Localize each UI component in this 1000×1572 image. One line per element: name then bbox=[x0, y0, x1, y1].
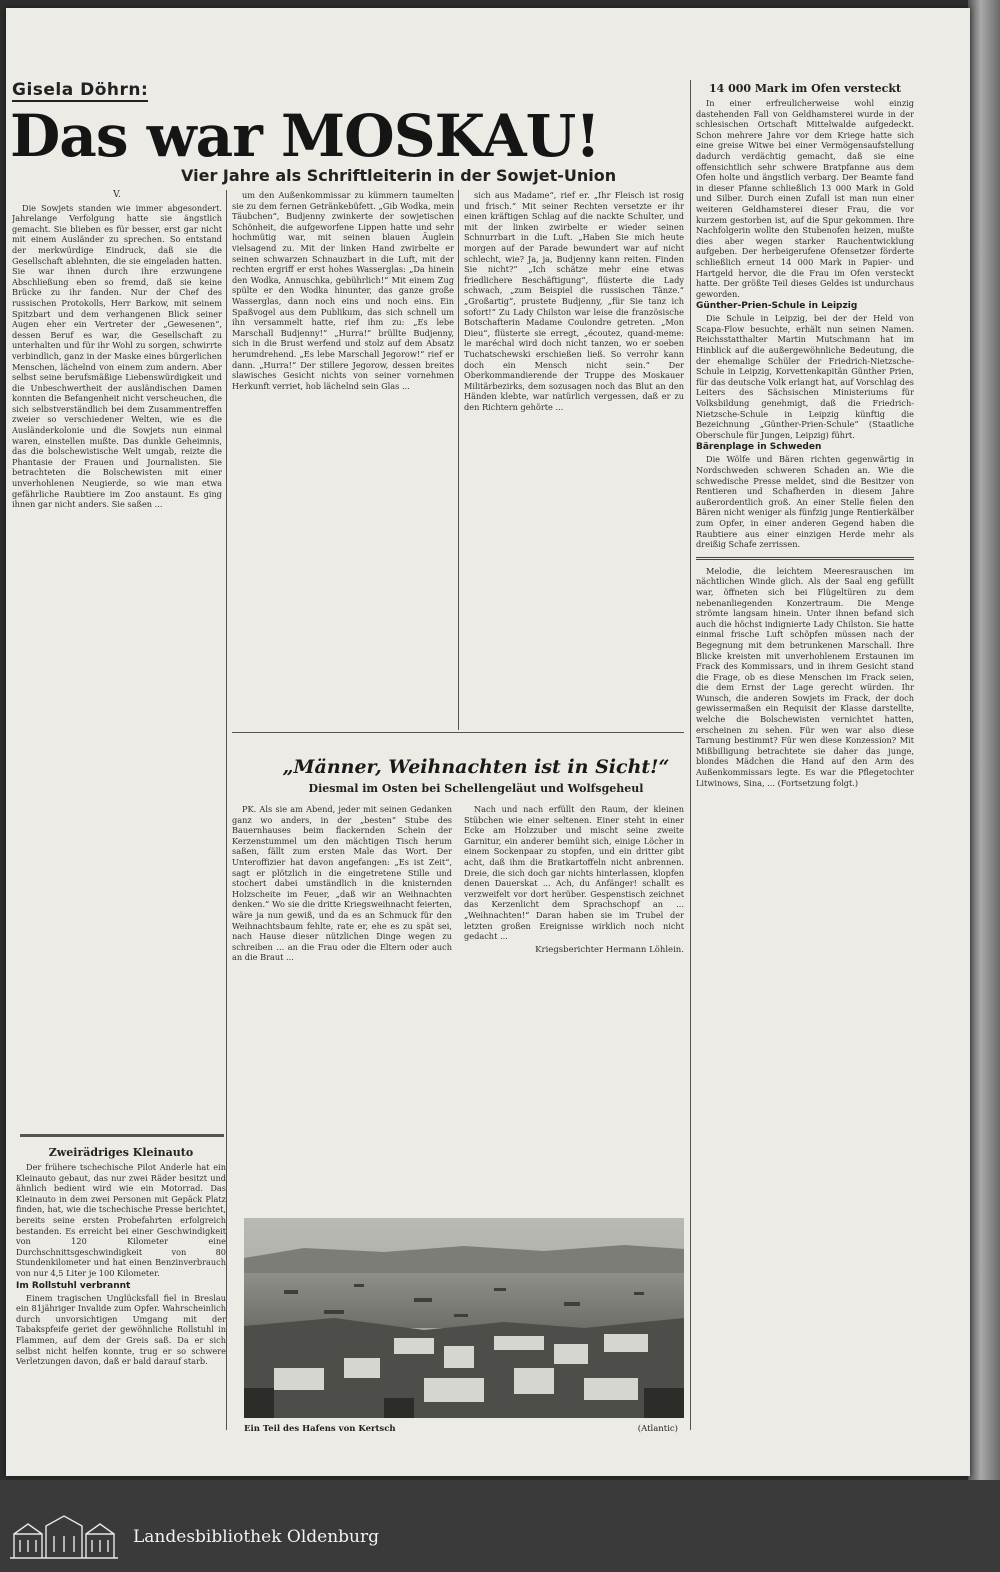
subheadline-prien: Günther-Prien-Schule in Leipzig bbox=[696, 301, 858, 312]
weihnacht-headline: „Männer, Weihnachten ist in Sicht!“ bbox=[282, 756, 670, 778]
column-rule bbox=[690, 80, 691, 1430]
side-story-subheadline: Im Rollstuhl verbrannt bbox=[16, 1280, 131, 1291]
weihnacht-subheadline: Diesmal im Osten bei Schellengeläut und Wolfsgeheul bbox=[308, 782, 644, 795]
section-divider bbox=[20, 1134, 224, 1137]
box-headline: 14 000 Mark im Ofen versteckt bbox=[708, 82, 902, 95]
subheadline-baeren: Bärenplage in Schweden bbox=[696, 442, 822, 453]
article-col2-text: um den Außenkommissar zu kümmern taumelten sie zu dem fernen Getränkebüfett. „Gib Wodka, mein Täubchen“, Budjenny zwinkerte der sowjetischen Schönheit, die aufgeworfene Lippen hatte und sehr hochmütig war, mit seinen blauen Äuglein vielsagend zu. Mit der linken Hand zwirbelte er seinen schwarzen Schnauzbart in die Luft, mit der rechten ergriff er erst hohes Wasserglas: „Da hinein den Wodka, Annuschka, gebührlich!“ Mit einem Zug spülte er den Wodka hinunter, das ganze große Wasserglas, dann noch eins und noch eins. Ein Spaßvogel aus dem Publikum, das sich schnell um ihn versammelt hatte, rief ihm zu: „Es lebe Marschall Budjenny!“ „Hurra!“ brüllte Budjenny, sich in die Brust werfend und stolz auf dem Absatz herumdrehend. „Es lebe Marschall Jegorow!“ rief er dann. „Hurra!“ Der stillere Jegorow, dessen breites slawisches Gesicht nichts von seiner vornehmen Herkunft verriet, hob lächelnd sein Glas ... bbox=[232, 190, 454, 391]
right-column bbox=[696, 78, 914, 1438]
box-text: In einer erfreulicherweise wohl einzig dastehenden Fall von Geldhamsterei wurde in der schlesischen Ortschaft Mittelwalde aufgedeckt. Schon mehrere Jahre vor dem Kriege hatte sich eine greise Witwe bei einer Vermögensaufstellung dadurch verdächtig gemacht, daß sie eine offensichtlich sehr schwere Bratpfanne aus dem Ofen holte und ängstlich verbarg. Der Beamte fand in dieser Pfanne schließlich 13 000 Mark in Gold und Silber. Durch einen Zufall ist man nun einer weiteren Geldhamsterei dieser Frau, die vor kurzem gestorben ist, auf die Spur gekommen. Ihre Nachfolgerin wollte den Stubenofen heizen, mußte dies aber wegen starker Rauchentwicklung aufgeben. Der herbeigerufene Ofensetzer förderte schließlich erneut 14 000 Mark in Papier- und Hartgeld hervor, die die Frau im Ofen versteckt hatte. Der größte Teil dieses Geldes ist undurchaus geworden. bbox=[696, 98, 914, 299]
side-story-subtext: Einem tragischen Unglücksfall fiel in Breslau ein 81jähriger Invalide zum Opfer. Wahrscheinlich durch unvorsichtigen Umgang mit der Tabakspfeife geriet der gewöhnliche Rollstuhl in Flammen, auf dem der Greis saß. Da er sich selbst nicht helfen konnte, trug er so schwere Verletzungen davon, daß er bald darauf starb. bbox=[16, 1292, 226, 1367]
side-story-headline: Zweirädriges Kleinauto bbox=[48, 1146, 194, 1159]
photo-caption-row bbox=[244, 1424, 684, 1434]
newspaper-page bbox=[6, 8, 970, 1476]
weihnacht-column-right bbox=[464, 804, 684, 1204]
section-divider bbox=[232, 732, 684, 733]
library-name: Landesbibliothek Oldenburg bbox=[133, 1527, 380, 1547]
photo-caption: Ein Teil des Hafens von Kertsch bbox=[244, 1424, 396, 1434]
article-author: Gisela Döhrn: bbox=[12, 80, 149, 100]
footer-bar bbox=[0, 1480, 1000, 1572]
weihnacht-byline: Kriegsberichter Hermann Löhlein. bbox=[535, 944, 684, 955]
article-column-2 bbox=[232, 190, 454, 720]
article-column-1 bbox=[12, 190, 222, 1128]
article-continuation-text: Melodie, die leichtem Meeresrauschen im nächtlichen Winde glich. Als der Saal eng gefüllt war, öffneten sich bei Flügeltüren zu dem nebenanliegenden Konzertraum. Die Menge strömte langsam hinein. Unter ihnen befand sich auch die höchst indignierte Lady Chilston. Sie hatte einmal frische Luft schöpfen müssen nach der Begegnung mit dem betrunkenen Marschall. Ihre Blicke kreisten mit unverhohlenem Erstaunen im Frack des Kommissars, und in ihrem Gesicht stand die Frage, ob es diese Menschen im Frack seien, die dem Ernst der Lage gerecht würden. Ihr Wunsch, die anderen Sowjets im Frack, der doch gewissermaßen ein Requisit der Klasse darstellte, welche die Bolschewisten vernichtet hatten, erscheinen zu sehen. Für wen war also diese Tarnung bestimmt? Für wen diese Konzession? Mit Mißbilligung betrachtete sie daher das junge, blondes Mädchen die Hand auf den Arm des Außenkommissars legte. Es war die Pflegetochter Litwinows, Sina, ... (Fortsetzung folgt.) bbox=[696, 565, 914, 788]
weihnacht-left-text: PK. Als sie am Abend, jeder mit seinen Gedanken ganz wo anders, in der „besten“ Stube des Bauernhauses beim flackernden Schein der Kerzenstummel um den mächtigen Tisch herum saßen, fällt zum ersten Male das Wort. Der Unteroffizier hat davon angefangen: „Es ist Zeit“, sagt er plötzlich in die eingetretene Stille und stochert dabei umständlich in die knisternden Holzscheite im Feuer, „daß wir an Weihnachten denken.“ Wo sie die dritte Kriegsweihnacht feierten, wäre ja nun gewiß, und da es an Schmuck für den Weihnachtsbaum fehlte, rate er, ehe es zu spät sei, nach Hause dieser nützlichen Dinge wegen zu schreiben ... an die Frau oder die Eltern oder auch an die Braut ... bbox=[232, 804, 452, 963]
weihnacht-right-text: Nach und nach erfüllt den Raum, der kleinen Stübchen wie einer seltenen. Einer steht in einer Ecke am Holzzuber und mischt seine zweite Garnitur, ein anderer bemüht sich, einige Löcher in einem Sockenpaar zu stopfen, und ein dritter gibt acht, daß ihm die Bratkartoffeln nicht anbrennen. Dreie, die sich doch gar nichts hinterlassen, klopfen denen Dauerskat ... Ach, du Anfänger! schallt es verzweifelt vor dort herüber. Gespenstisch zeichnet das Kerzenlicht dem Sprachschopf an ... „Weihnachten!“ Daran haben sie im Trubel der letzten großen Ereignisse wirklich noch nicht gedacht ... bbox=[464, 804, 684, 942]
side-story-text: Der frühere tschechische Pilot Anderle hat ein Kleinauto gebaut, das nur zwei Räder besitzt und ähnlich bedient wird wie ein Motorrad. Das Kleinauto in dem zwei Personen mit Gepäck Platz finden, hat, wie die tschechische Presse berichtet, bereits seine ersten Probefahrten erfolgreich bestanden. Es erreicht bei einer Geschwindigkeit von 120 Kilometer eine Durchschnittsgeschwindigkeit von 80 Stundenkilometer und hat einen Benzinverbrauch von nur 4,5 Liter je 100 Kilometer. bbox=[16, 1162, 226, 1278]
article-headline: Das war MOSKAU! bbox=[10, 102, 600, 170]
library-logo bbox=[6, 1512, 122, 1562]
article-col1-text: Die Sowjets standen wie immer abgesondert. Jahrelange Verfolgung hatte sie ängstlich gemacht. Sie blieben es für besser, erst gar nicht mit einem Ausländer zu sprechen. So entstand der merkwürdige Eindruck, daß sie die Gesellschaft ablehnten, die sie eingeladen hatten. Sie war ihnen durch ihre erzwungene Abschließung eben so fremd, daß sie keine Brücke zu ihr fanden. Nur der Chef des russischen Protokolls, Herr Barkow, mit seinem Spitzbart und dem verhangenen Blick seiner Augen eher ein Vertreter der „Gewesenen“, dessen Beruf es war, die Gesellschaft zu unterhalten und für ihr Wohl zu sorgen, schwirrte verbindlich, ganz in der Maske eines bürgerlichen Menschen, lächelnd von einem zum andern. Aber selbst seine berufsmäßige Liebenswürdigkeit und die Unbeschwertheit der ausländischen Damen konnten die Befangenheit nicht verscheuchen, die sich selbstverständlich bei dem Zusammentreffen zweier so verschiedener Welten, wie es die Ausländerkolonie und die Sowjets nun einmal waren, einstellen mußte. Das dunkle Geheimnis, das die bolschewistische Welt umgab, reizte die Phantasie der Frauen und Journalisten. Sie betrachteten die Bolschewisten mit einer unverhohlenen Neugierde, so wie man etwa gefährliche Raubtiere im Zoo anstaunt. Es ging ihnen gar nicht anders. Sie saßen ... bbox=[12, 202, 222, 510]
side-story bbox=[16, 1142, 226, 1442]
article-subheadline: Vier Jahre als Schriftleiterin in der Sowjet-Union bbox=[181, 166, 617, 185]
weihnacht-column-left bbox=[232, 804, 452, 1186]
baeren-text: Die Wölfe und Bären richten gegenwärtig in Nordschweden schweren Schaden an. Wie die schwedische Presse meldet, sind die Besitzer von Rentieren und Schafherden in diesem Jahre außerordentlich groß. An einer Stelle fielen den Bären nicht weniger als fünfzig junge Rentierkälber zum Opfer, in einer anderen Gegend haben die Raubtiere aus einer einzigen Herde mehr als dreißig Schafe zerrissen. bbox=[696, 454, 914, 550]
article-column-3 bbox=[464, 190, 684, 720]
section-number: V. bbox=[113, 190, 121, 200]
column-rule bbox=[458, 190, 459, 730]
prien-text: Die Schule in Leipzig, bei der der Held von Scapa-Flow besuchte, erhält nun seinen Namen. Reichsstatthalter Martin Mutschmann hat im Hinblick auf die außergewöhnliche Bedeutung, die der ehemalige Schüler der Friedrich-Nietzsche-Schule in Leipzig, Korvettenkapitän Günther Prien, für das deutsche Volk erlangt hat, auf Vorschlag des Leiters des Sächsischen Ministeriums für Volksbildung genehmigt, daß die Friedrich-Nietzsche-Schule in Leipzig künftig die Bezeichnung „Günther-Prien-Schule“ (Staatliche Oberschule für Jungen, Leipzig) führt. bbox=[696, 313, 914, 440]
box-bottom-rule bbox=[696, 551, 914, 560]
harbor-photo bbox=[244, 1218, 684, 1418]
photo-credit: (Atlantic) bbox=[637, 1424, 678, 1434]
column-rule bbox=[226, 190, 227, 1430]
article-col3-text: sich aus Madame“, rief er. „Ihr Fleisch ist rosig und frisch.“ Mit seiner Rechten versetzte er ihr einen kräftigen Schlag auf die nackte Schulter, und mit der linken zwirbelte er wieder seinen Schnurrbart in die Luft. „Haben Sie mich heute morgen auf der Parade bewundert war auf nicht schlecht, wie? Ja, ja, Budjenny kann reiten. Finden Sie nicht?“ „Ich schätze mehr eine etwas friedlichere Beschäftigung“, flüsterte die Lady schwach, „zum Beispiel die russischen Tänze.“ „Großartig“, prustete Budjenny, „für Sie tanz ich sofort!“ Zu Lady Chilston war leise die französische Botschafterin Madame Coulondre getreten. „Mon Dieu“, flüsterte sie erregt, „écoutez, quand-meme: le maréchal wird doch nicht tanzen, wo er soeben Tuchatschewski erschießen ließ. So verrohr kann doch ein Mensch nicht sein.“ Der Oberkommandierende der Truppe des Moskauer Militärbezirks, dem sozusagen noch das Blut an den Händen klebte, war natürlich vergessen, daß er zu den Richtern gehörte ... bbox=[464, 190, 684, 412]
page-edge bbox=[968, 0, 1000, 1480]
